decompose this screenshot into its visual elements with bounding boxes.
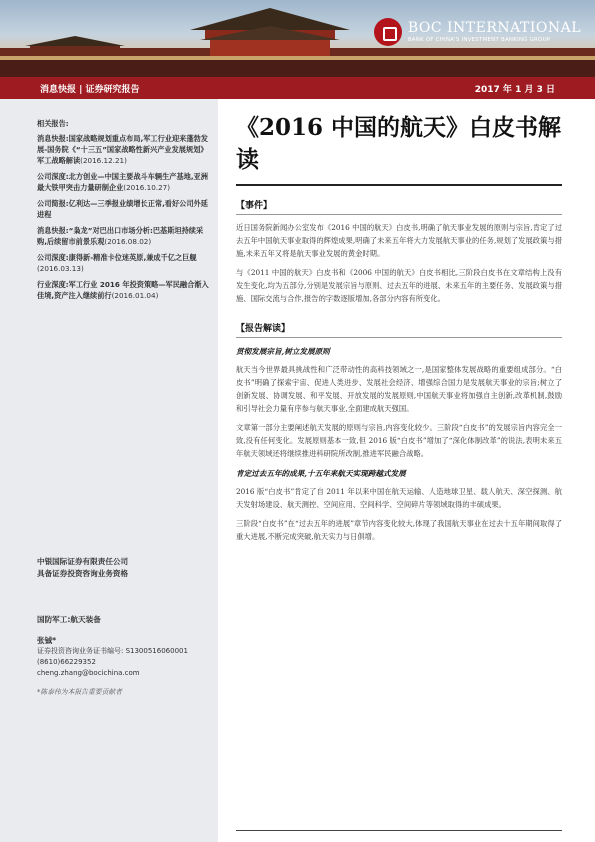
related-report-item[interactable]: 消息快报:国家战略规划重点布局,军工行业迎来蓬勃发展-国务院《“十三五”国家战略性新兴产业发展规划》军工战略解读(2016.12.21) (37, 134, 208, 165)
analysis-heading: 【报告解读】 (236, 319, 562, 338)
page-title: 《2016 中国的航天》白皮书解读 (236, 112, 562, 186)
report-type: 消息快报 | 证券研究报告 (40, 84, 140, 95)
header-banner (0, 0, 595, 77)
logo-name: BOC INTERNATIONAL (407, 19, 581, 36)
paragraph: 近日国务院新闻办公室发布《2016 中国的航天》白皮书,明确了航天事业发展的原则与宗旨,肯定了过去五年中国航天事业取得的辉煌成果,明确了未来五年将大力发展航天事业的任务,规划了发展政策与措施,未来五年又将是航天事业发展的黄金时期。 (236, 223, 562, 258)
company-info (37, 556, 213, 580)
paragraph: 三阶段“白皮书”在“过去五年的进展”章节内容变化较大,体现了我国航天事业在过去十五年期间取得了重大进展,不断完成突破,航天实力与日俱增。 (236, 519, 562, 541)
bottom-rule (236, 830, 562, 831)
contributor-note: *陈泰伟为本报告重要贡献者 (37, 688, 122, 696)
paragraph: 航天当今世界最具挑战性和广泛带动性的高科技领域之一,是国家整体发展战略的重要组成部分。“白皮书”明确了探索宇宙、促进人类进步、发展社会经济、增强综合国力是发展航天事业的宗旨;树立了创新发展、协调发展、和平发展、开放发展的发展原则,中国航天事业将加强自主创新,改革机制,鼓励和引导社会力量有序参与航天事业,全面建成航天强国。 (236, 365, 562, 413)
boc-logo-icon (374, 18, 402, 46)
related-report-item[interactable]: 公司深度:康得新-精准卡位迷英原,兼成千亿之巨舰(2016.03.13) (37, 253, 197, 273)
email-link[interactable]: cheng.zhang@bocichina.com (37, 669, 140, 677)
related-report-item[interactable]: 公司简报:亿利达—三季报业绩增长正常,看好公司外延进程 (37, 199, 208, 219)
related-reports (37, 118, 213, 306)
company-name: 中银国际证券有限责任公司 (37, 557, 129, 566)
subheading: 贯彻发展宗旨,树立发展原则 (236, 347, 330, 356)
phone-number: (8610)66229352 (37, 658, 96, 666)
subheading: 肯定过去五年的成果,十五年来航天实现跨越式发展 (236, 469, 406, 478)
report-info-bar (0, 77, 595, 99)
boc-logo (374, 18, 581, 46)
license-number: 证券投资咨询业务证书编号: S1300516060001 (37, 647, 188, 655)
related-report-item[interactable]: 公司深度:北方创业—中国主要战斗车辆生产基地,亚洲最大铁甲突击力量研制企业(2016.10.27) (37, 172, 208, 192)
paragraph: 与《2011 中国的航天》白皮书和《2006 中国的航天》白皮书相比,三阶段白皮书在文章结构上没有发生变化,均为五部分,分别是发展宗旨与原则、过去五年的进展、未来五年的主要任务、发展政策与措施、国际交流与合作,报告的字数逐版增加,各部分内容有所变化。 (236, 268, 562, 303)
related-reports-title: 相关报告: (37, 119, 69, 128)
event-heading: 【事件】 (236, 196, 562, 215)
sector-label: 国防军工:航天装备 (37, 615, 101, 624)
related-report-item[interactable]: 行业深度:军工行业 2016 年投资策略—军民融合渐入佳境,资产注入继续前行(2016.01.04) (37, 280, 209, 300)
report-date: 2017 年 1 月 3 日 (474, 84, 555, 95)
company-qualification: 具备证券投资咨询业务资格 (37, 569, 129, 578)
analyst-name: 张铖* (37, 636, 57, 645)
logo-subtitle: BANK OF CHINA'S INVESTMENT BANKING GROUP (407, 36, 551, 43)
related-report-item[interactable]: 消息快报:“枭龙”对巴出口市场分析:巴基斯坦持续采购,后续留市前景乐观(2016.08.02) (37, 226, 204, 246)
paragraph: 文章第一部分主要阐述航天发展的原则与宗旨,内容变化较少。三阶段“白皮书”的发展宗旨内容完全一致,没有任何变化。发展原则基本一致,但 2016 版“白皮书”增加了“深化体制改革”的说法,表明未来五年航天领域还将继续推进科研院所改制,推进军民融合战略。 (236, 423, 562, 458)
paragraph: 2016 版“白皮书”肯定了自 2011 年以来中国在航天运输、人造地球卫星、载人航天、深空探测、航天发射场建设、航天测控、空间应用、空间科学、空间碎片等领域取得的丰硕成果。 (236, 487, 562, 509)
main-content (236, 112, 562, 543)
analyst-info (37, 614, 213, 698)
